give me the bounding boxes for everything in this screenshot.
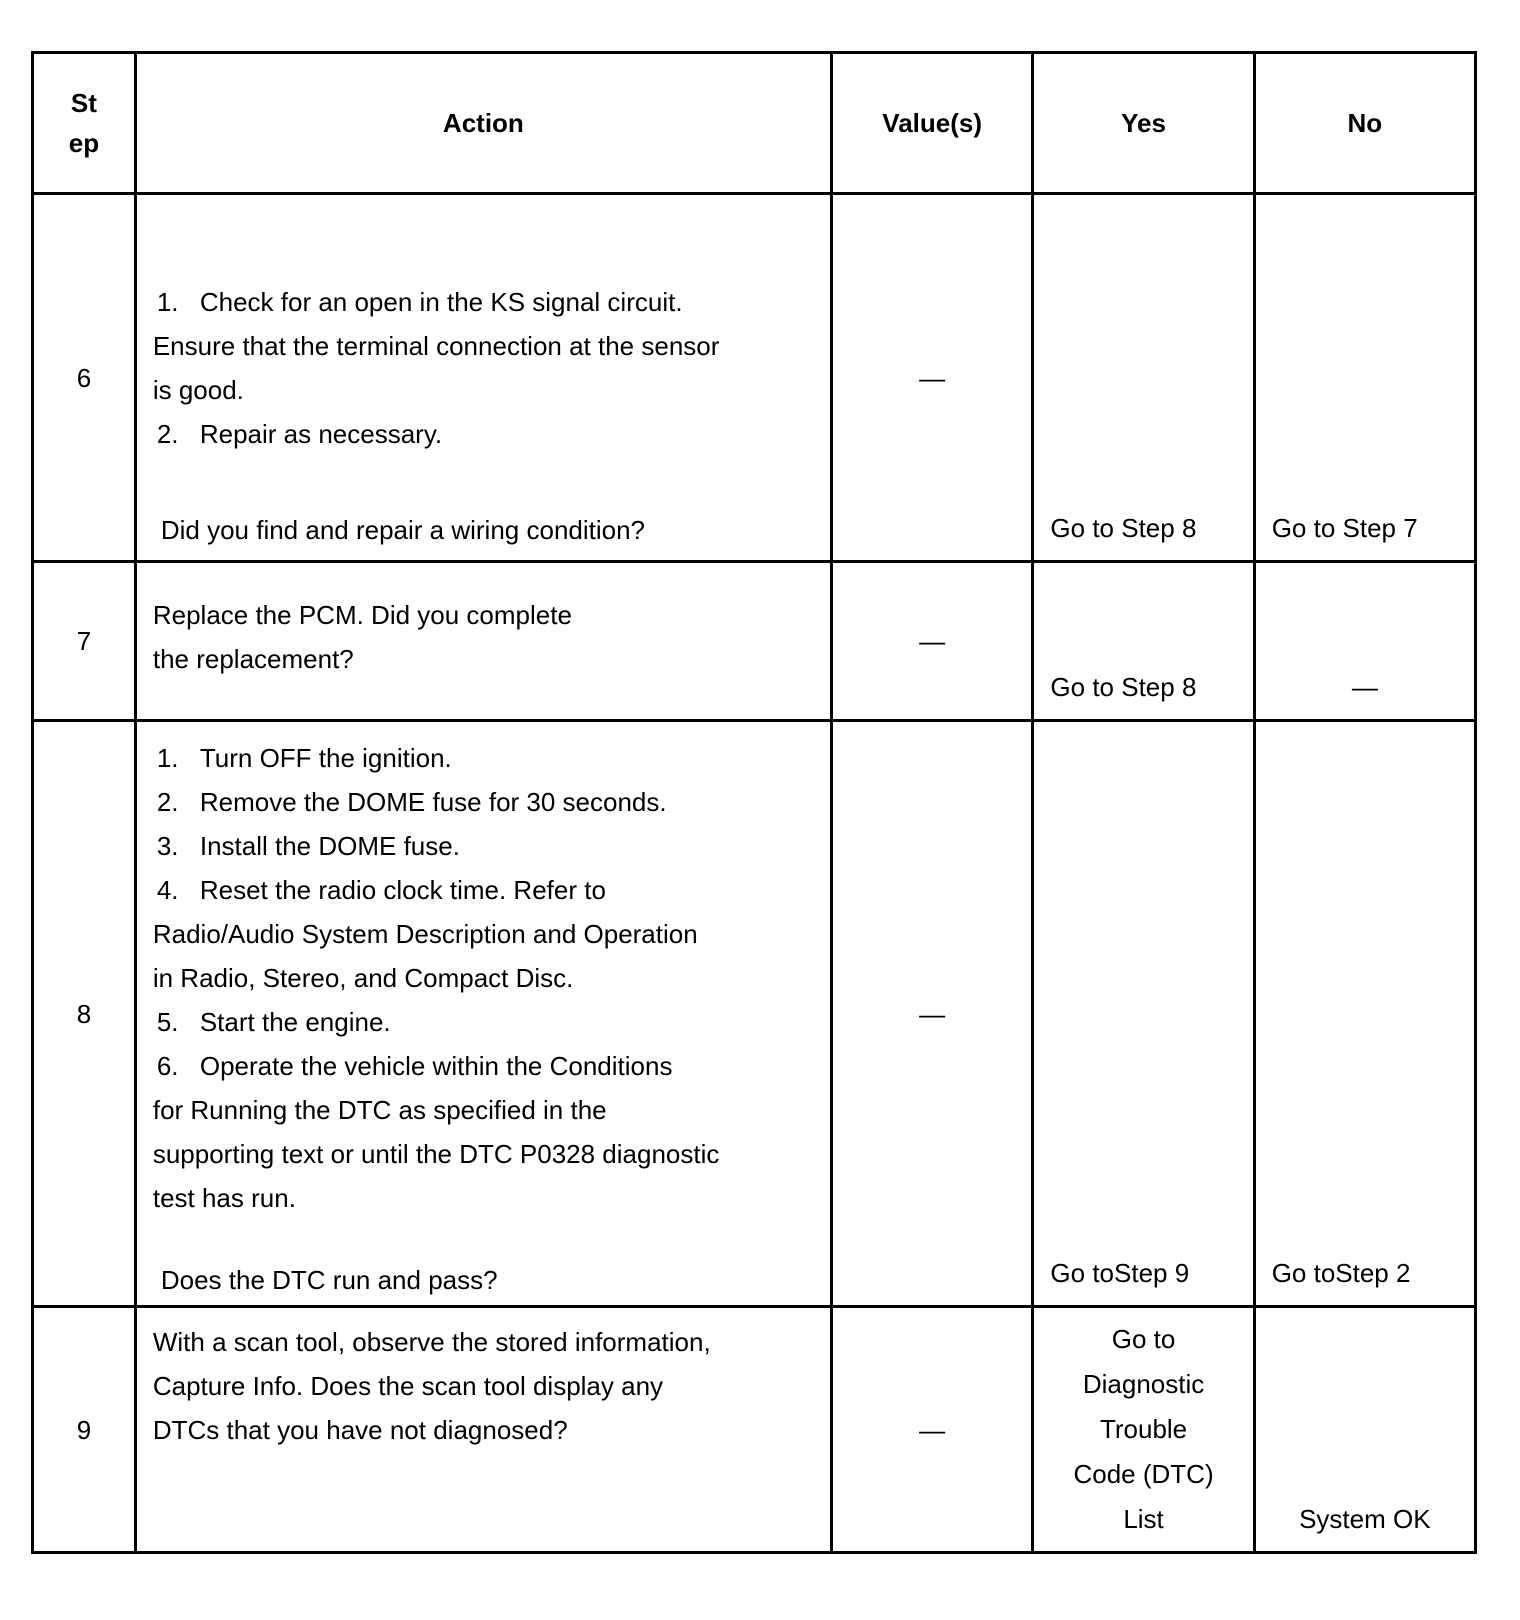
yes-line: Go to — [1111, 1324, 1176, 1354]
action-cell — [135, 721, 831, 1307]
action-line: With a scan tool, observe the stored information, — [152, 1327, 711, 1357]
action-line: 4. Reset the radio clock time. Refer to — [156, 875, 606, 905]
yes-line: Trouble — [1099, 1414, 1188, 1444]
table-row — [33, 562, 1476, 721]
action-line: 2. Repair as necessary. — [156, 419, 443, 449]
action-line: 1. Turn OFF the ignition. — [156, 743, 452, 773]
table-row — [33, 721, 1476, 1307]
header-step-line2: ep — [68, 128, 100, 158]
header-row — [33, 53, 1476, 194]
no-cell: — — [1254, 562, 1475, 721]
diagnostic-table — [31, 51, 1477, 1554]
action-line: supporting text or until the DTC P0328 diagnostic — [152, 1139, 720, 1169]
table-row — [33, 1307, 1476, 1553]
action-line: in Radio, Stereo, and Compact Disc. — [152, 963, 574, 993]
no-cell: Go toStep 2 — [1254, 721, 1475, 1307]
yes-line: Code (DTC) — [1073, 1459, 1214, 1489]
action-cell — [135, 1307, 831, 1553]
yes-line: List — [1123, 1504, 1164, 1534]
step-number: 7 — [33, 562, 136, 721]
step-number: 9 — [33, 1307, 136, 1553]
action-line: Replace the PCM. Did you complete — [152, 600, 572, 630]
step-number: 8 — [33, 721, 136, 1307]
header-step-line1: St — [70, 88, 97, 118]
no-cell: Go to Step 7 — [1254, 194, 1475, 562]
header-step — [33, 53, 136, 194]
header-action: Action — [135, 53, 831, 194]
value-cell: — — [831, 1307, 1033, 1553]
step-number: 6 — [33, 194, 136, 562]
yes-cell — [1033, 1307, 1254, 1553]
value-cell: — — [831, 562, 1033, 721]
action-line: 3. Install the DOME fuse. — [156, 831, 460, 861]
yes-cell: Go to Step 8 — [1033, 562, 1254, 721]
action-line: test has run. — [152, 1183, 296, 1213]
action-line: 2. Remove the DOME fuse for 30 seconds. — [156, 787, 667, 817]
header-no: No — [1254, 53, 1475, 194]
yes-cell: Go to Step 8 — [1033, 194, 1254, 562]
action-question: Does the DTC run and pass? — [160, 1265, 498, 1295]
action-question: Did you find and repair a wiring condition? — [160, 515, 646, 545]
action-line: 1. Check for an open in the KS signal circuit. — [156, 287, 683, 317]
no-cell: System OK — [1254, 1307, 1475, 1553]
action-line: 6. Operate the vehicle within the Conditions — [156, 1051, 673, 1081]
value-cell: — — [831, 194, 1033, 562]
action-cell — [135, 562, 831, 721]
table-row — [33, 194, 1476, 562]
action-line: Ensure that the terminal connection at the sensor — [152, 331, 720, 361]
yes-cell: Go toStep 9 — [1033, 721, 1254, 1307]
action-line: the replacement? — [152, 644, 354, 674]
action-line: for Running the DTC as specified in the — [152, 1095, 607, 1125]
value-cell: — — [831, 721, 1033, 1307]
header-yes: Yes — [1033, 53, 1254, 194]
yes-line: Diagnostic — [1082, 1369, 1205, 1399]
header-values: Value(s) — [831, 53, 1033, 194]
action-line: is good. — [152, 375, 244, 405]
action-line: 5. Start the engine. — [156, 1007, 391, 1037]
action-line: DTCs that you have not diagnosed? — [152, 1415, 568, 1445]
action-cell — [135, 194, 831, 562]
action-line: Capture Info. Does the scan tool display any — [152, 1371, 664, 1401]
action-line: Radio/Audio System Description and Operation — [152, 919, 698, 949]
